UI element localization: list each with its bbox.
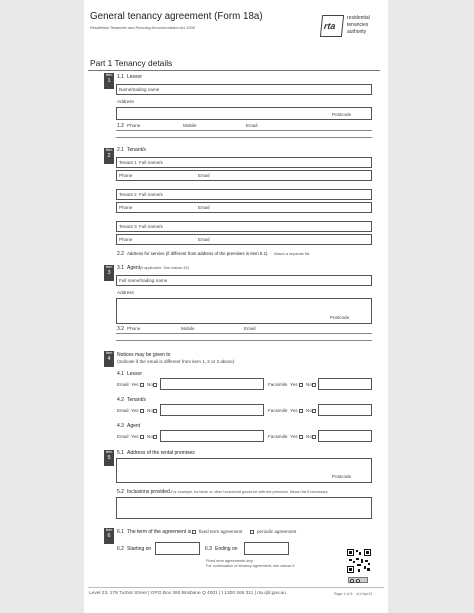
item-3-1-number: 3.1	[117, 265, 124, 271]
footer-address: Level 23, 179 Turbot Street | GPO Box 390 Brisbane Q 4001 | t 1300 366 311 | rta.qld.gov.au	[89, 591, 286, 596]
tenant-2-contact-field[interactable]: Phone Email	[116, 202, 372, 213]
agent-address-label: Address	[117, 290, 134, 295]
item-2-badge: Item 2	[104, 148, 114, 164]
rta-logo-line-3: authority	[347, 29, 367, 35]
item-4-3-title: Agent	[127, 423, 141, 429]
fixed-term-checkbox[interactable]	[192, 530, 196, 534]
agent-fax-no-checkbox[interactable]	[312, 435, 316, 439]
footer-divider	[88, 587, 384, 588]
cc-icon	[350, 579, 354, 583]
fixed-term-label: fixed term agreement	[199, 529, 243, 534]
lessor-email-yes-checkbox[interactable]	[140, 383, 144, 387]
lessor-address-field[interactable]: Postcode	[116, 107, 372, 120]
agent-email-yes-checkbox[interactable]	[140, 435, 144, 439]
item-2-1-number: 2.1	[117, 147, 124, 153]
periodic-label: periodic agreement	[257, 529, 297, 534]
agent-email-no-checkbox[interactable]	[153, 435, 157, 439]
premises-address-field[interactable]: Postcode	[116, 458, 372, 483]
lessor-fax-no-checkbox[interactable]	[312, 383, 316, 387]
lessor-name-field[interactable]: Name/trading name	[116, 84, 372, 95]
inclusions-note: For example, furniture or other household goods let with the premises. Attach list if necessary	[171, 489, 328, 494]
item-3-badge: Item 3	[104, 265, 114, 281]
item-2-2-number: 2.2	[117, 251, 124, 257]
part1-title: Part 1 Tenancy details	[90, 58, 173, 68]
qr-code	[346, 548, 372, 574]
agent-name-field[interactable]: Full name/trading name	[116, 275, 372, 286]
tenant-fax-no-checkbox[interactable]	[312, 409, 316, 413]
agent-notice-email-yes: Yes	[131, 434, 139, 439]
item-3-2-number: 3.2	[117, 326, 124, 332]
item-6-2-number: 6.2	[117, 546, 124, 552]
lessor-notice-fax-field[interactable]	[318, 378, 372, 390]
tenant-notice-fax-field[interactable]	[318, 404, 372, 416]
lessor-notice-fax-yes: Yes	[290, 382, 298, 387]
tenant-1-contact-field[interactable]: Phone Email	[116, 170, 372, 181]
footer-version: v14 Apr13	[356, 592, 373, 596]
lessor-address-label: Address	[117, 99, 134, 104]
tenant-notice-email-yes: Yes	[131, 408, 139, 413]
item-4-3-number: 4.3	[117, 423, 124, 429]
item-1-1-number: 1.1	[117, 74, 124, 80]
divider	[88, 70, 380, 71]
rta-logo-line-1: residential	[347, 15, 370, 21]
agent-mobile-label: Mobile	[181, 326, 195, 331]
agent-email-label: Email	[244, 326, 256, 331]
item-4-1-title: Lessor	[127, 371, 143, 377]
lessor-notice-email-label: Email	[117, 382, 129, 387]
starting-label: Starting on	[127, 546, 152, 552]
periodic-checkbox[interactable]	[250, 530, 254, 534]
item-4-1-number: 4.1	[117, 371, 124, 377]
rta-logo-line-2: tenancies	[347, 22, 369, 28]
item-6-1-number: 6.1	[117, 529, 124, 535]
term-title: The term of the agreement is	[127, 529, 192, 535]
agent-notice-fax-label: Facsimile	[268, 434, 288, 439]
tenant-notice-fax-no: No	[306, 408, 312, 413]
item-1-1-title: Lessor	[127, 74, 143, 80]
item-4-2-number: 4.2	[117, 397, 124, 403]
rta-logo	[321, 13, 381, 41]
agent-address-field[interactable]: Postcode	[116, 298, 372, 324]
ending-date-field[interactable]	[244, 542, 289, 555]
item-6-3-number: 6.3	[205, 546, 212, 552]
agent-notice-fax-no: No	[306, 434, 312, 439]
agent-notice-email-no: No	[147, 434, 153, 439]
item-5-1-title: Address of the rental premises	[127, 450, 195, 456]
item-1-2-number: 1.2	[117, 123, 124, 129]
inclusions-title: Inclusions provided.	[127, 489, 172, 495]
continuation-note: For continuation of tenancy agreement, see clause 6	[206, 564, 295, 568]
item-5-2-number: 5.2	[117, 489, 124, 495]
item-4-2-title: Tenant/s	[127, 397, 146, 403]
tenant-notice-email-label: Email	[117, 408, 129, 413]
item-2-1-title: Tenant/s	[127, 147, 146, 153]
item-4-subtitle: (Indicate if the email is different from item 1, 2 or 3 above)	[117, 359, 235, 364]
lessor-fax-yes-checkbox[interactable]	[299, 383, 303, 387]
item-6-badge: Item 6	[104, 528, 114, 544]
agent-fax-yes-checkbox[interactable]	[299, 435, 303, 439]
lessor-email-no-checkbox[interactable]	[153, 383, 157, 387]
agent-phone-label: Phone	[127, 326, 141, 331]
tenant-3-contact-field[interactable]: Phone Email	[116, 234, 372, 245]
lessor-notice-fax-no: No	[306, 382, 312, 387]
cc-by-icon	[356, 579, 360, 583]
creative-commons-badge	[348, 577, 368, 583]
agent-notice-fax-yes: Yes	[290, 434, 298, 439]
lessor-notice-email-yes: Yes	[131, 382, 139, 387]
tenant-3-name-field[interactable]: Tenant 3 Full name/s	[116, 221, 372, 232]
tenant-notice-email-no: No	[147, 408, 153, 413]
tenant-notice-fax-label: Facsimile	[268, 408, 288, 413]
lessor-phone-label: Phone	[127, 123, 141, 128]
form-subtitle: Residential Tenancies and Rooming Accommodation Act 2008	[90, 26, 195, 30]
item-4-title: Notices may be given to	[117, 352, 171, 358]
form-title: General tenancy agreement (Form 18a)	[90, 11, 263, 22]
item-3-1-note: (if applicable. See clause 43)	[140, 265, 189, 270]
tenant-fax-yes-checkbox[interactable]	[299, 409, 303, 413]
lessor-notice-fax-label: Facsimile	[268, 382, 288, 387]
lessor-notice-email-no: No	[147, 382, 153, 387]
item-1-badge: Item 1	[104, 73, 114, 89]
lessor-email-label: Email	[246, 123, 258, 128]
item-5-1-number: 5.1	[117, 450, 124, 456]
tenant-notice-email-field[interactable]	[160, 404, 264, 416]
fixed-term-note: Fixed term agreements only	[206, 559, 254, 563]
lessor-mobile-label: Mobile	[183, 123, 197, 128]
lessor-notice-email-field[interactable]	[160, 378, 264, 390]
item-3-1-title: Agent	[127, 265, 141, 271]
tenant-email-no-checkbox[interactable]	[153, 409, 157, 413]
ending-label: Ending on	[215, 546, 238, 552]
service-address-title: Address for service (if different from address of the premises in item 5.1)	[127, 251, 268, 256]
tenant-2-name-field[interactable]: Tenant 2 Full name/s	[116, 189, 372, 200]
tenant-email-yes-checkbox[interactable]	[140, 409, 144, 413]
starting-date-field[interactable]	[155, 542, 200, 555]
lessor-contact-field[interactable]	[116, 130, 372, 138]
agent-notice-fax-field[interactable]	[318, 430, 372, 442]
agent-contact-field[interactable]	[116, 333, 372, 341]
item-5-badge: Item 5	[104, 450, 114, 466]
tenant-notice-fax-yes: Yes	[290, 408, 298, 413]
item-4-badge: Item 4	[104, 351, 114, 367]
tenant-1-name-field[interactable]: Tenant 1 Full name/s	[116, 157, 372, 168]
footer-page: Page 1 of 6	[334, 592, 353, 596]
agent-notice-email-field[interactable]	[160, 430, 264, 442]
agent-notice-email-label: Email	[117, 434, 129, 439]
rta-logo-mark: rta	[320, 15, 344, 37]
service-address-note: Attach a separate list	[274, 251, 310, 256]
inclusions-field[interactable]	[116, 497, 372, 519]
